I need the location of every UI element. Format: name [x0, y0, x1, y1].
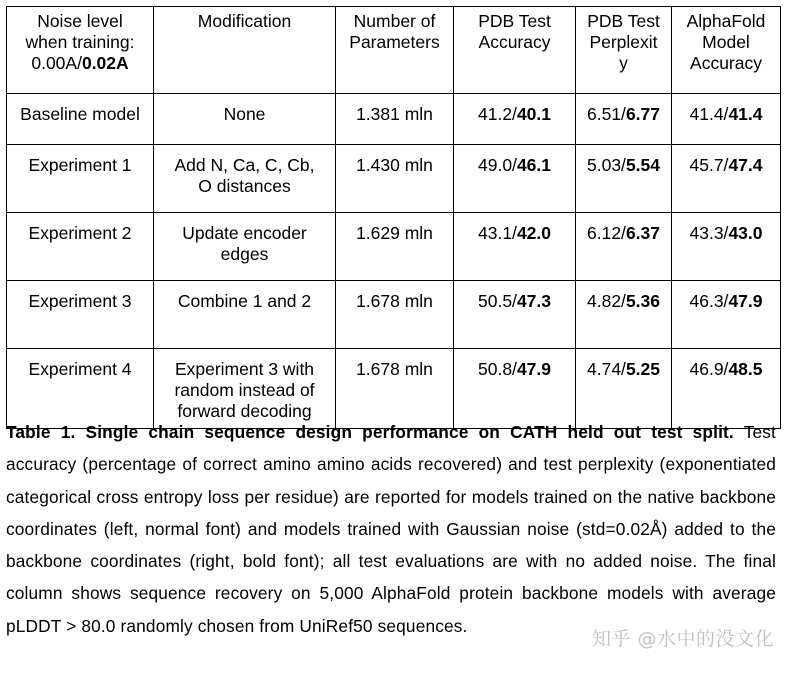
row-modification: Update encoder edges — [154, 213, 336, 281]
row-modification: Experiment 3 with random instead of forward decoding — [154, 349, 336, 429]
header-pdb-accuracy: PDB Test Accuracy — [454, 7, 576, 94]
header-parameters: Number of Parameters — [336, 7, 454, 94]
table-row-experiment-1 — [7, 145, 781, 213]
row-modification: Combine 1 and 2 — [154, 281, 336, 349]
results-table — [6, 6, 781, 429]
table-row-baseline — [7, 94, 781, 145]
row-alphafold-accuracy: 43.3/43.0 — [672, 213, 781, 281]
row-pdb-perplexity: 6.51/6.77 — [576, 94, 672, 145]
table-row-experiment-2 — [7, 213, 781, 281]
row-name: Experiment 2 — [7, 213, 154, 281]
row-pdb-perplexity: 4.82/5.36 — [576, 281, 672, 349]
row-parameters: 1.629 mln — [336, 213, 454, 281]
table-caption — [6, 416, 776, 642]
row-pdb-accuracy: 50.8/47.9 — [454, 349, 576, 429]
row-pdb-accuracy: 50.5/47.3 — [454, 281, 576, 349]
row-name: Experiment 1 — [7, 145, 154, 213]
row-pdb-perplexity: 5.03/5.54 — [576, 145, 672, 213]
row-pdb-accuracy: 43.1/42.0 — [454, 213, 576, 281]
watermark: 知乎 @水中的没文化 — [591, 628, 774, 650]
results-table-container — [6, 6, 780, 429]
row-pdb-accuracy: 41.2/40.1 — [454, 94, 576, 145]
header-pdb-perplexity: PDB Test Perplexit y — [576, 7, 672, 94]
row-alphafold-accuracy: 46.3/47.9 — [672, 281, 781, 349]
caption-body: Test accuracy (percentage of correct amino amino acids recovered) and test perplexity (exponentiated categorical cross entropy loss per residue) are reported for models trained on the native backbone coordinates (left, normal font) and models trained with Gaussian noise (std=0.02Å) added to the backbone coordinates (right, bold font); all test evaluations are with no added noise. The final column shows sequence recovery on 5,000 AlphaFold protein backbone models with average pLDDT > 80.0 randomly chosen from UniRef50 sequences. — [6, 422, 776, 636]
header-alphafold-accuracy: AlphaFold Model Accuracy — [672, 7, 781, 94]
row-modification: None — [154, 94, 336, 145]
header-modification: Modification — [154, 7, 336, 94]
row-parameters: 1.381 mln — [336, 94, 454, 145]
row-name: Experiment 4 — [7, 349, 154, 429]
row-modification: Add N, Ca, C, Cb, O distances — [154, 145, 336, 213]
table-row-experiment-3 — [7, 281, 781, 349]
row-name: Baseline model — [7, 94, 154, 145]
row-parameters: 1.430 mln — [336, 145, 454, 213]
row-parameters: 1.678 mln — [336, 281, 454, 349]
row-pdb-accuracy: 49.0/46.1 — [454, 145, 576, 213]
header-row — [7, 7, 781, 94]
caption-title: Table 1. Single chain sequence design performance on CATH held out test split. — [6, 422, 734, 442]
row-alphafold-accuracy: 45.7/47.4 — [672, 145, 781, 213]
header-noise-level: Noise level when training: 0.00A/0.02A — [7, 7, 154, 94]
row-pdb-perplexity: 4.74/5.25 — [576, 349, 672, 429]
row-alphafold-accuracy: 46.9/48.5 — [672, 349, 781, 429]
row-name: Experiment 3 — [7, 281, 154, 349]
row-parameters: 1.678 mln — [336, 349, 454, 429]
row-alphafold-accuracy: 41.4/41.4 — [672, 94, 781, 145]
row-pdb-perplexity: 6.12/6.37 — [576, 213, 672, 281]
